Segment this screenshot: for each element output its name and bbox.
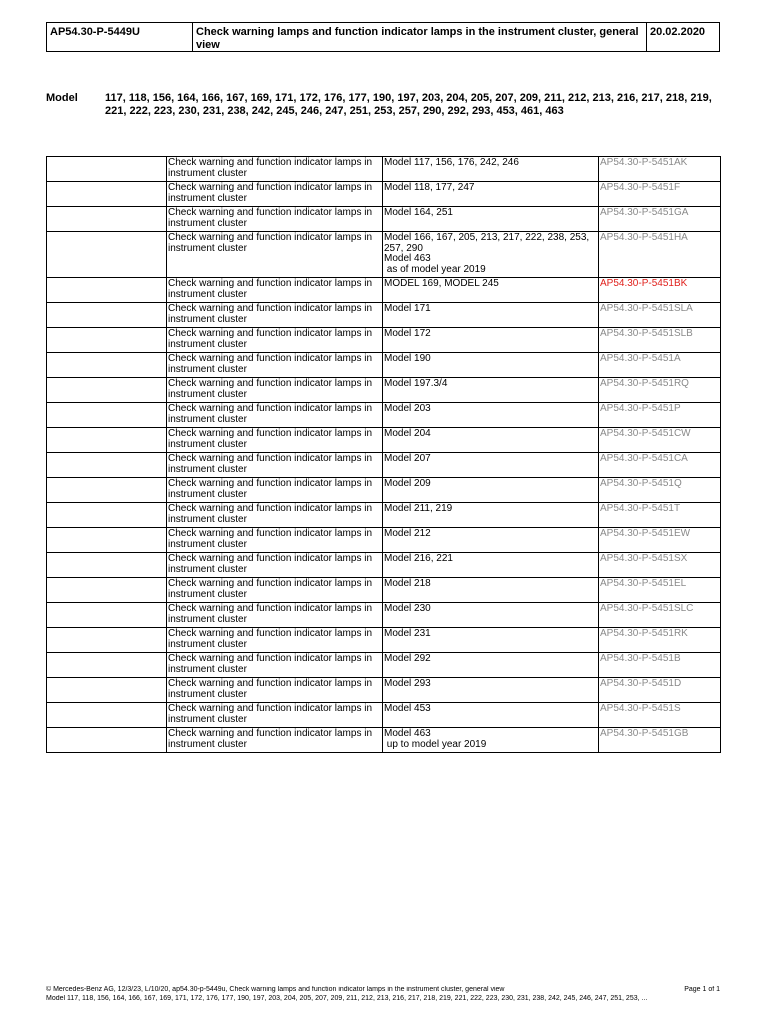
model-line: Model 216, 221 <box>384 553 453 564</box>
procedure-reference-link[interactable]: AP54.30-P-5451CA <box>599 453 721 478</box>
procedure-description: Check warning and function indicator lamps in instrument cluster <box>167 678 383 703</box>
procedure-reference-link[interactable]: AP54.30-P-5451AK <box>599 157 721 182</box>
model-applicability <box>383 303 599 328</box>
table-row <box>47 328 721 353</box>
empty-cell <box>47 278 167 303</box>
procedure-description: Check warning and function indicator lamps in instrument cluster <box>167 578 383 603</box>
procedure-reference-link[interactable]: AP54.30-P-5451SLC <box>599 603 721 628</box>
procedure-reference-link[interactable]: AP54.30-P-5451EL <box>599 578 721 603</box>
model-line: Model 118, 177, 247 <box>384 182 475 193</box>
empty-cell <box>47 503 167 528</box>
table-row <box>47 207 721 232</box>
model-applicability <box>383 628 599 653</box>
table-row <box>47 653 721 678</box>
empty-cell <box>47 578 167 603</box>
model-line: Model 453 <box>384 703 431 714</box>
procedure-reference-link[interactable]: AP54.30-P-5451GA <box>599 207 721 232</box>
model-line: Model 463 <box>384 728 431 739</box>
empty-cell <box>47 678 167 703</box>
procedure-description: Check warning and function indicator lamps in instrument cluster <box>167 603 383 628</box>
table-row <box>47 428 721 453</box>
procedure-description: Check warning and function indicator lamps in instrument cluster <box>167 353 383 378</box>
empty-cell <box>47 207 167 232</box>
page-footer <box>46 986 720 1003</box>
table-row <box>47 157 721 182</box>
model-line: up to model year 2019 <box>384 738 487 750</box>
procedure-reference-link[interactable]: AP54.30-P-5451SLA <box>599 303 721 328</box>
model-label: Model <box>46 92 78 104</box>
model-line: Model 463 <box>384 253 431 264</box>
procedure-reference-link[interactable]: AP54.30-P-5451HA <box>599 232 721 278</box>
empty-cell <box>47 353 167 378</box>
document-header <box>46 22 720 52</box>
empty-cell <box>47 157 167 182</box>
procedure-description: Check warning and function indicator lamps in instrument cluster <box>167 403 383 428</box>
table-row <box>47 232 721 278</box>
procedure-description: Check warning and function indicator lamps in instrument cluster <box>167 207 383 232</box>
table-row <box>47 353 721 378</box>
model-applicability <box>383 603 599 628</box>
model-line: Model 207 <box>384 453 431 464</box>
model-line: Model 164, 251 <box>384 207 453 218</box>
model-applicability <box>383 728 599 753</box>
procedure-reference-link[interactable]: AP54.30-P-5451A <box>599 353 721 378</box>
table-row <box>47 678 721 703</box>
procedure-reference-link[interactable]: AP54.30-P-5451SX <box>599 553 721 578</box>
table-row <box>47 278 721 303</box>
table-row <box>47 528 721 553</box>
model-line: Model 231 <box>384 628 431 639</box>
empty-cell <box>47 378 167 403</box>
model-line: Model 292 <box>384 653 431 664</box>
table-row <box>47 303 721 328</box>
empty-cell <box>47 303 167 328</box>
table-row <box>47 578 721 603</box>
document-id: AP54.30-P-5449U <box>47 23 193 51</box>
procedure-description: Check warning and function indicator lamps in instrument cluster <box>167 728 383 753</box>
model-line: Model 190 <box>384 353 431 364</box>
model-applicability <box>383 653 599 678</box>
empty-cell <box>47 328 167 353</box>
model-applicability <box>383 578 599 603</box>
procedure-description: Check warning and function indicator lamps in instrument cluster <box>167 653 383 678</box>
procedure-description: Check warning and function indicator lamps in instrument cluster <box>167 478 383 503</box>
empty-cell <box>47 653 167 678</box>
footer-page-number: Page 1 of 1 <box>684 986 720 993</box>
model-line: Model 211, 219 <box>384 503 453 514</box>
model-line: Model 197.3/4 <box>384 378 448 389</box>
procedure-description: Check warning and function indicator lamps in instrument cluster <box>167 328 383 353</box>
procedure-description: Check warning and function indicator lamps in instrument cluster <box>167 378 383 403</box>
model-line: as of model year 2019 <box>384 263 486 275</box>
procedure-reference-link[interactable]: AP54.30-P-5451BK <box>599 278 721 303</box>
model-list: 117, 118, 156, 164, 166, 167, 169, 171, 172, 176, 177, 190, 197, 203, 204, 205, 207, 209, 211, 212, 213, 216, 217, 218, 219, 221, 222, 223, 230, 231, 238, 242, 245, 246, 247, 251, 253, 257, 290, 292, 293, 453, 461, 463 <box>105 92 712 117</box>
model-applicability <box>383 403 599 428</box>
model-line: Model 166, 167, 205, 213, 217, 222, 238, 253, 257, 290 <box>384 232 592 254</box>
model-applicability <box>383 207 599 232</box>
model-line: Model 203 <box>384 403 431 414</box>
document-date: 20.02.2020 <box>650 26 706 38</box>
procedure-reference-link[interactable]: AP54.30-P-5451CW <box>599 428 721 453</box>
empty-cell <box>47 703 167 728</box>
table-row <box>47 553 721 578</box>
table-row <box>47 182 721 207</box>
model-applicability <box>383 378 599 403</box>
model-applicability <box>383 328 599 353</box>
procedure-reference-link[interactable]: AP54.30-P-5451RK <box>599 628 721 653</box>
model-line: Model 204 <box>384 428 431 439</box>
table-row <box>47 478 721 503</box>
empty-cell <box>47 182 167 207</box>
procedure-description: Check warning and function indicator lamps in instrument cluster <box>167 553 383 578</box>
procedure-description: Check warning and function indicator lamps in instrument cluster <box>167 278 383 303</box>
procedure-reference-link[interactable]: AP54.30-P-5451Q <box>599 478 721 503</box>
procedure-reference-link[interactable]: AP54.30-P-5451EW <box>599 528 721 553</box>
table-row <box>47 453 721 478</box>
model-applicability <box>383 353 599 378</box>
table-row <box>47 403 721 428</box>
empty-cell <box>47 728 167 753</box>
procedure-description: Check warning and function indicator lamps in instrument cluster <box>167 182 383 207</box>
table-row <box>47 603 721 628</box>
empty-cell <box>47 428 167 453</box>
model-applicability <box>383 503 599 528</box>
procedure-reference-link[interactable]: AP54.30-P-5451T <box>599 503 721 528</box>
table-row <box>47 728 721 753</box>
model-line: Model 218 <box>384 578 431 589</box>
model-line: Model 230 <box>384 603 431 614</box>
model-line: MODEL 169, MODEL 245 <box>384 278 499 289</box>
empty-cell <box>47 528 167 553</box>
model-applicability <box>383 182 599 207</box>
model-applicability <box>383 232 599 278</box>
procedure-description: Check warning and function indicator lamps in instrument cluster <box>167 703 383 728</box>
procedure-description: Check warning and function indicator lamps in instrument cluster <box>167 528 383 553</box>
model-applicability <box>383 478 599 503</box>
procedure-reference-link[interactable]: AP54.30-P-5451B <box>599 653 721 678</box>
empty-cell <box>47 478 167 503</box>
model-applicability <box>383 553 599 578</box>
model-applicability <box>383 428 599 453</box>
model-line: Model 293 <box>384 678 431 689</box>
procedure-reference-link[interactable]: AP54.30-P-5451GB <box>599 728 721 753</box>
model-applicability <box>383 453 599 478</box>
model-applicability <box>383 157 599 182</box>
model-applicability <box>383 278 599 303</box>
table-row <box>47 703 721 728</box>
empty-cell <box>47 232 167 278</box>
table-row <box>47 378 721 403</box>
empty-cell <box>47 453 167 478</box>
procedure-reference-link[interactable]: AP54.30-P-5451D <box>599 678 721 703</box>
empty-cell <box>47 628 167 653</box>
model-line: Model 212 <box>384 528 431 539</box>
procedure-description: Check warning and function indicator lamps in instrument cluster <box>167 157 383 182</box>
model-line: Model 171 <box>384 303 431 314</box>
procedure-reference-link[interactable]: AP54.30-P-5451S <box>599 703 721 728</box>
model-line: Model 117, 156, 176, 242, 246 <box>384 157 519 168</box>
procedure-reference-link[interactable]: AP54.30-P-5451RQ <box>599 378 721 403</box>
procedure-description: Check warning and function indicator lamps in instrument cluster <box>167 628 383 653</box>
procedure-description: Check warning and function indicator lamps in instrument cluster <box>167 232 383 278</box>
procedure-description: Check warning and function indicator lamps in instrument cluster <box>167 453 383 478</box>
procedure-reference-link[interactable]: AP54.30-P-5451F <box>599 182 721 207</box>
model-applicability <box>383 528 599 553</box>
footer-models: Model 117, 118, 156, 164, 166, 167, 169, 171, 172, 176, 177, 190, 197, 203, 204, 205, 207, 209, 211, 212, 213, 216, 217, 218, 219, 221, 222, 223, 230, 231, 238, 242, 245, 246, 247, 251, 253, ... <box>46 994 648 1002</box>
procedure-reference-link[interactable]: AP54.30-P-5451P <box>599 403 721 428</box>
procedure-reference-link[interactable]: AP54.30-P-5451SLB <box>599 328 721 353</box>
procedure-description: Check warning and function indicator lamps in instrument cluster <box>167 428 383 453</box>
table-row <box>47 503 721 528</box>
document-title: Check warning lamps and function indicator lamps in the instrument cluster, general view <box>193 23 647 51</box>
model-line: Model 209 <box>384 478 431 489</box>
procedure-description: Check warning and function indicator lamps in instrument cluster <box>167 303 383 328</box>
model-line: Model 172 <box>384 328 431 339</box>
footer-copyright: © Mercedes-Benz AG, 12/3/23, L/10/20, ap54.30-p-5449u, Check warning lamps and function indicator lamps in the instrument cluster, general view <box>46 986 505 993</box>
procedure-table <box>46 156 721 753</box>
empty-cell <box>47 403 167 428</box>
table-row <box>47 628 721 653</box>
empty-cell <box>47 553 167 578</box>
empty-cell <box>47 603 167 628</box>
procedure-description: Check warning and function indicator lamps in instrument cluster <box>167 503 383 528</box>
model-applicability <box>383 703 599 728</box>
model-applicability <box>383 678 599 703</box>
